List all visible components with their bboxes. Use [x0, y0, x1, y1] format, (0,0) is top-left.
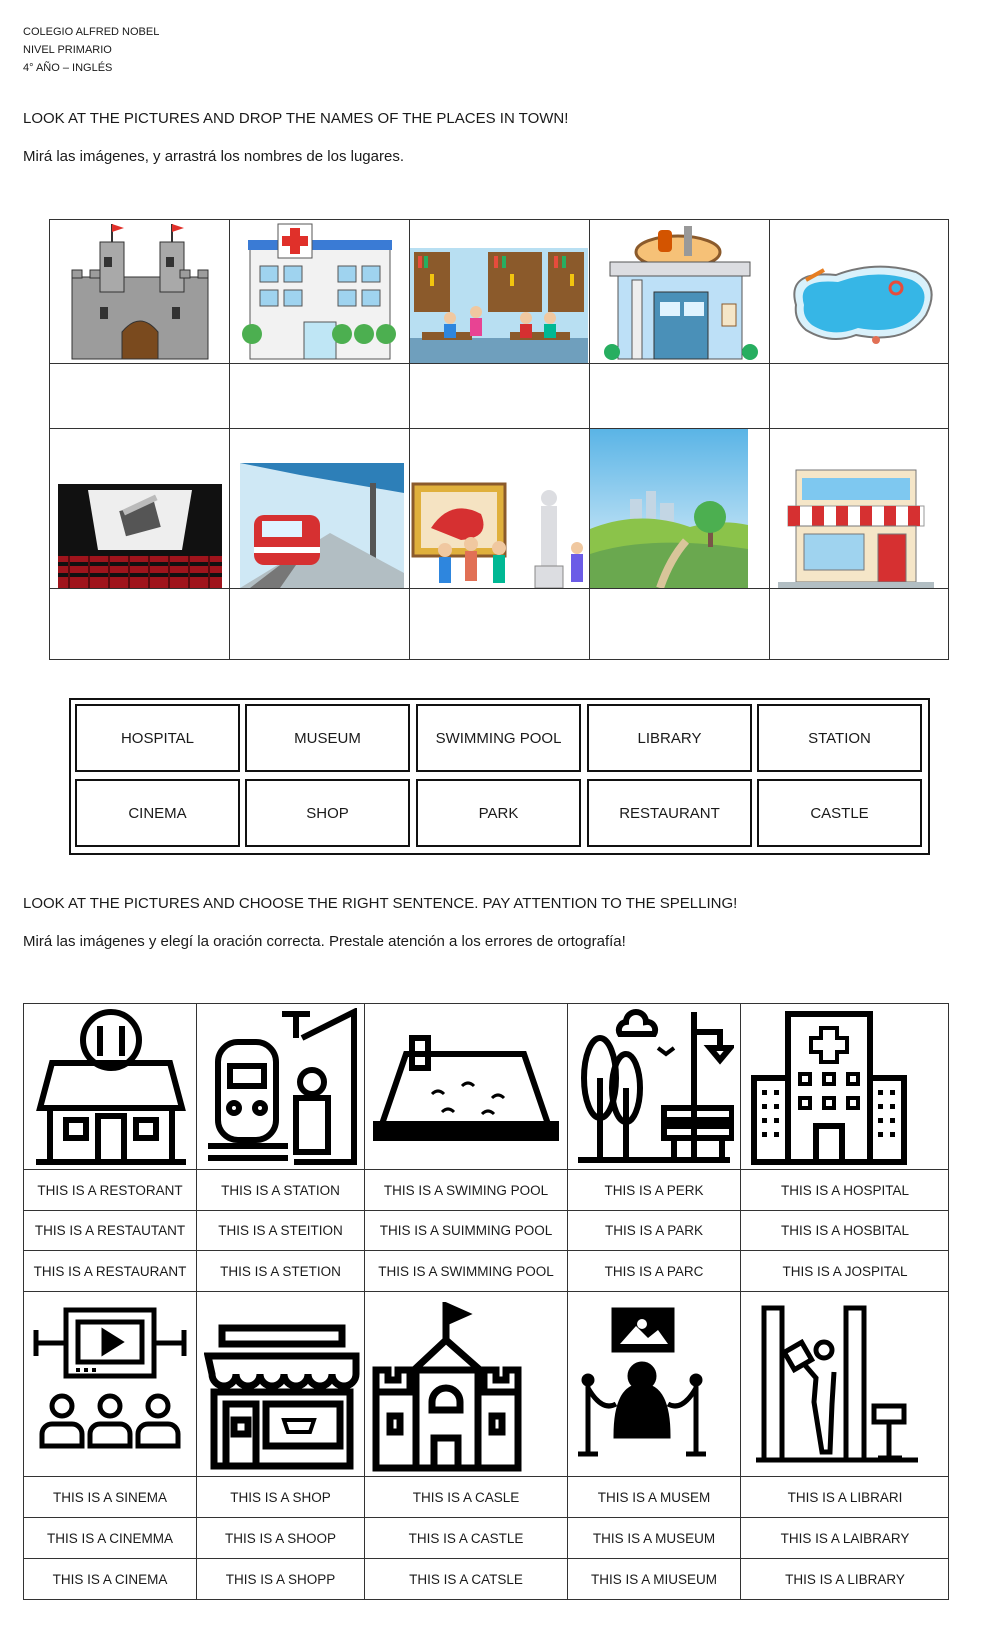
- answer-option[interactable]: THIS IS A CATSLE: [409, 1572, 523, 1587]
- answer-option[interactable]: THIS IS A LIBRARI: [787, 1489, 903, 1505]
- answer-option[interactable]: THIS IS A SHOP: [230, 1489, 331, 1505]
- answer-option[interactable]: THIS IS A MUSEUM: [592, 1530, 716, 1546]
- answer-option[interactable]: THIS IS A RESTAUTANT: [34, 1223, 186, 1238]
- answer-option[interactable]: THIS IS A PERK: [604, 1182, 704, 1198]
- cinema-picture: [58, 484, 222, 588]
- drop-zone[interactable]: [770, 364, 949, 428]
- word-bank: [69, 698, 930, 855]
- word-hospital[interactable]: HOSPITAL: [75, 704, 240, 772]
- hospital-picture: [238, 222, 402, 363]
- shop-picture: [774, 466, 938, 588]
- instruction-drop-es: Mirá las imágenes, y arrastrá los nombres de los lugares.: [23, 148, 404, 165]
- drop-zone[interactable]: [590, 364, 769, 428]
- answer-option[interactable]: THIS IS A STEITION: [218, 1223, 343, 1238]
- drop-zone[interactable]: [410, 364, 589, 428]
- instruction-choose-es: Mirá las imágenes y elegí la oración correcta. Prestale atención a los errores de ortografía!: [23, 933, 626, 950]
- word-museum[interactable]: MUSEUM: [245, 704, 410, 772]
- cinema-icon: [32, 1300, 188, 1470]
- station-picture: [240, 463, 404, 588]
- swimming-pool-picture: [776, 250, 942, 350]
- answer-option[interactable]: THIS IS A MUSEM: [597, 1489, 711, 1505]
- park-picture: [590, 429, 748, 588]
- answer-option[interactable]: THIS IS A STATION: [221, 1182, 340, 1198]
- instruction-choose-en: LOOK AT THE PICTURES AND CHOOSE THE RIGHT SENTENCE. PAY ATTENTION TO THE SPELLING!: [23, 895, 738, 912]
- word-restaurant[interactable]: RESTAURANT: [587, 779, 752, 847]
- answer-option[interactable]: THIS IS A RESTORANT: [37, 1182, 183, 1198]
- drop-zone[interactable]: [410, 589, 589, 660]
- station-icon: [204, 1008, 358, 1166]
- picture-table: [49, 219, 949, 660]
- school-level: NIVEL PRIMARIO: [23, 44, 112, 56]
- answer-option[interactable]: THIS IS A LAIBRARY: [780, 1530, 910, 1546]
- answer-option[interactable]: THIS IS A LIBRARY: [785, 1572, 905, 1587]
- library-icon: [752, 1302, 922, 1470]
- castle-picture: [60, 222, 220, 363]
- answer-option[interactable]: THIS IS A CINEMMA: [46, 1530, 174, 1546]
- word-swimming-pool[interactable]: SWIMMING POOL: [416, 704, 581, 772]
- answer-option[interactable]: THIS IS A PARK: [604, 1223, 704, 1238]
- answer-option[interactable]: THIS IS A HOSBITAL: [780, 1223, 910, 1238]
- park-icon: [574, 1008, 734, 1166]
- drop-zone[interactable]: [50, 589, 229, 660]
- swimming-pool-icon: [372, 1034, 562, 1144]
- school-grade: 4° AÑO – INGLÉS: [23, 62, 113, 74]
- answer-option[interactable]: THIS IS A HOSPITAL: [780, 1182, 910, 1198]
- castle-icon: [372, 1302, 522, 1472]
- answer-option[interactable]: THIS IS A SHOOP: [224, 1530, 337, 1546]
- answer-option[interactable]: THIS IS A CASLE: [412, 1489, 520, 1505]
- restaurant-icon: [32, 1008, 190, 1166]
- answer-option[interactable]: THIS IS A PARC: [604, 1263, 704, 1279]
- instruction-drop-en: LOOK AT THE PICTURES AND DROP THE NAMES OF THE PLACES IN TOWN!: [23, 110, 569, 127]
- word-park[interactable]: PARK: [416, 779, 581, 847]
- shop-icon: [204, 1322, 360, 1472]
- answer-option[interactable]: THIS IS A SUIMMING POOL: [379, 1223, 553, 1238]
- answer-option[interactable]: THIS IS A SWIMING POOL: [383, 1182, 549, 1198]
- drop-zone[interactable]: [230, 589, 409, 660]
- answer-option[interactable]: THIS IS A RESTAURANT: [33, 1263, 187, 1279]
- answer-option[interactable]: THIS IS A SWIMMING POOL: [378, 1263, 554, 1279]
- sentence-choice-table: [23, 1003, 949, 1600]
- word-castle[interactable]: CASTLE: [757, 779, 922, 847]
- school-name: COLEGIO ALFRED NOBEL: [23, 26, 160, 38]
- school-header: [23, 23, 159, 77]
- answer-option[interactable]: THIS IS A STETION: [220, 1263, 341, 1279]
- museum-picture: [411, 478, 587, 588]
- drop-zone[interactable]: [590, 589, 769, 660]
- answer-option[interactable]: THIS IS A MIUSEUM: [590, 1572, 718, 1587]
- museum-icon: [576, 1304, 732, 1470]
- hospital-icon: [748, 1008, 942, 1166]
- answer-option[interactable]: THIS IS A CASTLE: [408, 1530, 524, 1546]
- word-station[interactable]: STATION: [757, 704, 922, 772]
- answer-option[interactable]: THIS IS A JOSPITAL: [782, 1263, 908, 1279]
- drop-zone[interactable]: [230, 364, 409, 428]
- drop-zone[interactable]: [770, 589, 949, 660]
- answer-option[interactable]: THIS IS A SINEMA: [52, 1489, 168, 1505]
- restaurant-picture: [598, 222, 762, 363]
- answer-option[interactable]: THIS IS A CINEMA: [52, 1572, 168, 1587]
- library-picture: [410, 248, 588, 363]
- answer-option[interactable]: THIS IS A SHOPP: [225, 1572, 336, 1587]
- drop-zone[interactable]: [50, 364, 229, 428]
- word-cinema[interactable]: CINEMA: [75, 779, 240, 847]
- word-library[interactable]: LIBRARY: [587, 704, 752, 772]
- word-shop[interactable]: SHOP: [245, 779, 410, 847]
